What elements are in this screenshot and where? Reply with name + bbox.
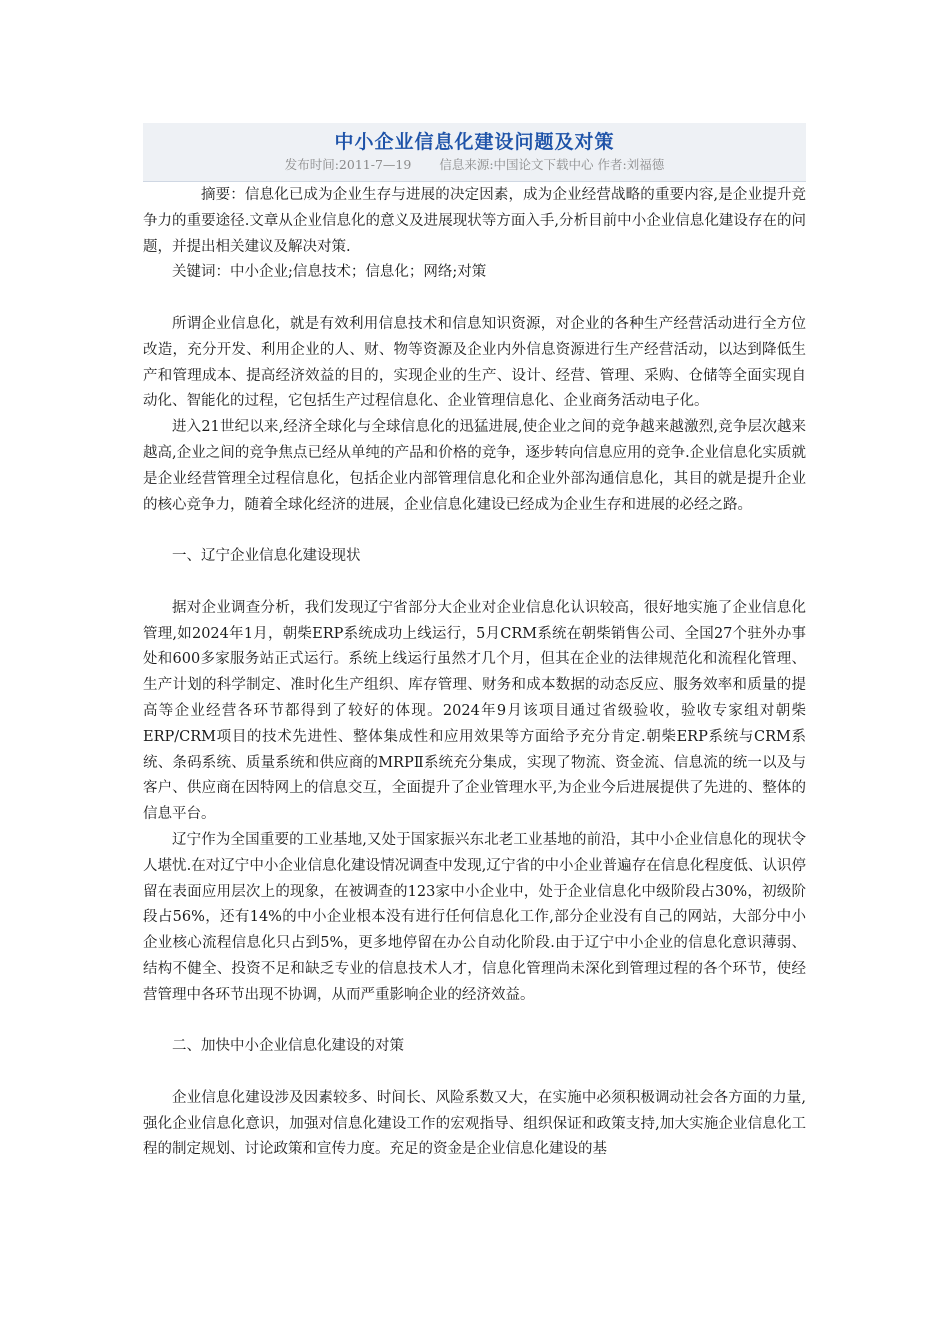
intro-paragraph-1: 所谓企业信息化，就是有效利用信息技术和信息知识资源，对企业的各种生产经营活动进行全方位改造，充分开发、利用企业的人、财、物等资源及企业内外信息资源进行生产经营活动，以达到降低生产和管理成本、提高经济效益的目的，实现企业的生产、设计、经营、管理、采购、仓储等全面实现自动化、智能化的过程，它包括生产过程信息化、企业管理信息化、企业商务活动电子化。 xyxy=(143,315,806,410)
section-2-paragraph-1: 企业信息化建设涉及因素较多、时间长、风险系数又大，在实施中必须积极调动社会各方面的力量,强化企业信息化意识，加强对信息化建设工作的宏观指导、组织保证和政策支持,加大实施企业信息化工程的制定规划、讨论政策和宣传力度。充足的资金是企业信息化建设的基 xyxy=(143,1089,806,1158)
intro-paragraph-2: 进入21世纪以来,经济全球化与全球信息化的迅猛进展,使企业之间的竞争越来越激烈,竞争层次越来越高,企业之间的竞争焦点已经从单纯的产品和价格的竞争，逐步转向信息应用的竞争.企业信息化实质就是企业经营管理全过程信息化，包括企业内部管理信息化和企业外部沟通信息化，其目的就是提升企业的核心竞争力，随着全球化经济的进展，企业信息化建设已经成为企业生存和进展的必经之路。 xyxy=(143,419,806,513)
section-2-heading: 二、加快中小企业信息化建设的对策 xyxy=(172,1038,404,1055)
article xyxy=(143,123,806,1163)
article-meta xyxy=(143,155,806,173)
article-title: 中小企业信息化建设问题及对策 xyxy=(334,131,615,153)
info-source: 信息来源:中国论文下载中心 xyxy=(439,157,594,172)
section-1-heading: 一、辽宁企业信息化建设现状 xyxy=(172,548,361,565)
abstract: 摘要：信息化已成为企业生存与进展的决定因素，成为企业经营战略的重要内容,是企业提升竞争力的重要途径.文章从企业信息化的意义及进展现状等方面入手,分析目前中小企业信息化建设存在的问题，并提出相关建议及解决对策. xyxy=(143,187,806,255)
article-body xyxy=(143,182,806,1163)
article-header xyxy=(143,123,806,181)
author: 作者:刘福德 xyxy=(597,157,665,172)
keywords: 关键词：中小企业;信息技术；信息化；网络;对策 xyxy=(172,264,487,281)
section-1-paragraph-1: 据对企业调查分析，我们发现辽宁省部分大企业对企业信息化认识较高，很好地实施了企业信息化管理,如2024年1月，朝柴ERP系统成功上线运行，5月CRM系统在朝柴销售公司、全国27个驻外办事处和600多家服务站正式运行。系统上线运行虽然才几个月，但其在企业的法律规范化和流程化管理、生产计划的科学制定、准时化生产组织、库存管理、财务和成本数据的动态反应、服务效率和质量的提高等企业经营各环节都得到了较好的体现。2024年9月该项目通过省级验收，验收专家组对朝柴ERP/CRM项目的技术先进性、整体集成性和应用效果等方面给予充分肯定.朝柴ERP系统与CRM系统、条码系统、质量系统和供应商的MRPⅡ系统充分集成，实现了物流、资金流、信息流的统一以及与客户、供应商在因特网上的信息交互，全面提升了企业管理水平,为企业今后进展提供了先进的、整体的信息平台。 xyxy=(143,599,806,823)
section-1-paragraph-2: 辽宁作为全国重要的工业基地,又处于国家振兴东北老工业基地的前沿，其中小企业信息化的现状令人堪忧.在对辽宁中小企业信息化建设情况调查中发现,辽宁省的中小企业普遍存在信息化程度低、认识停留在表面应用层次上的现象，在被调查的123家中小企业中，处于企业信息化中级阶段占30%，初级阶段占56%，还有14%的中小企业根本没有进行任何信息化工作,部分企业没有自己的网站，大部分中小企业核心流程信息化只占到5%，更多地停留在办公自动化阶段.由于辽宁中小企业的信息化意识薄弱、结构不健全、投资不足和缺乏专业的信息技术人才，信息化管理尚未深化到管理过程的各个环节，使经营管理中各环节出现不协调，从而严重影响企业的经济效益。 xyxy=(143,831,806,1003)
publish-date: 发布时间:2011-7—19 xyxy=(284,157,412,172)
